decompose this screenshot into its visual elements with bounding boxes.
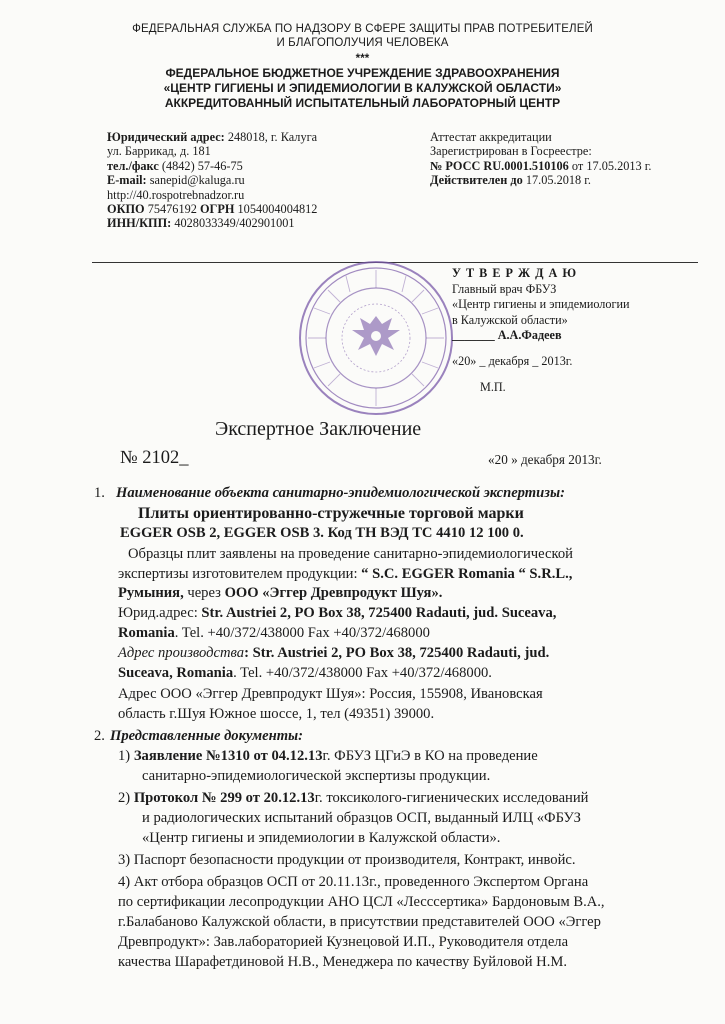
doc4-line2: по сертификации лесопродукции АНО ЦСЛ «Лесссертика» Бардоновым В.А., [118,894,605,910]
doc4-line4: Древпродукт»: Зав.лабораторией Кузнецовой И.П., Руководителя отдела [118,934,569,950]
legal-address-country: Romania [118,625,175,641]
section1-number: 1. [94,485,105,501]
address-value: 248018, г. Калуга [227,130,318,144]
inn-label: ИНН/КПП: [107,216,172,231]
approval-mp: М.П. [480,380,506,394]
approval-line1: Главный врач ФБУЗ [452,282,557,296]
header-institution-line1: ФЕДЕРАЛЬНОЕ БЮДЖЕТНОЕ УЧРЕЖДЕНИЕ ЗДРАВООХРАНЕНИЯ [165,66,560,80]
para1-line4 [118,605,556,622]
accreditation-title: Аттестат аккредитации [430,130,552,144]
production-address-label: Адрес производства [118,645,245,661]
phone-label: тел./факс [107,158,159,173]
accreditation-registered: Зарегистрирован в Госреестре: [430,144,592,159]
accreditation-date: от 17.05.2013 г. [571,158,652,173]
para1-line8: Адрес ООО «Эггер Древпродукт Шуя»: Россия, 155908, Ивановская [118,686,543,702]
section1-title: Наименование объекта санитарно-эпидемиологической экспертизы: [116,485,565,501]
para1-line9: область г.Шуя Южное шоссе, 1, тел (49351) 39000. [118,706,435,722]
country-name: Румыния, [118,585,184,601]
para1-line7 [118,665,492,682]
eagle-emblem-icon [352,316,400,356]
doc1-title: Заявление №1310 от 04.12.13 [133,748,323,764]
approval-title: У Т В Е Р Ж Д А Ю [452,266,578,280]
doc2-number: 2) [118,790,131,806]
header-institution-line3: АККРЕДИТОВАННЫЙ ИСПЫТАТЕЛЬНЫЙ ЛАБОРАТОРНЫЙ ЦЕНТР [164,96,561,110]
phone-value: (4842) 57-46-75 [161,158,243,173]
para1-via: через [183,585,225,601]
para1-line2-text: экспертизы изготовителем продукции: [118,566,358,582]
approval-line3: в Калужской области» [452,313,568,327]
document-title: Экспертное Заключение [215,418,422,440]
header-institution-line2: «ЦЕНТР ГИГИЕНЫ И ЭПИДЕМИОЛОГИИ В КАЛУЖСКОЙ ОБЛАСТИ» [163,81,562,95]
email-value: sanepid@kaluga.ru [149,173,245,188]
legal-address-value: Str. Austriei 2, PO Box 38, 725400 Radauti, jud. Suceava, [197,605,557,621]
doc4-line3: г.Балабаново Калужской области, в присутствии представителей ООО «Эггер [118,914,601,930]
valid-label: Действителен до [430,173,523,188]
product-line1: Плиты ориентированно-стружечные торговой марки [138,505,524,522]
doc2-rest: г. токсиколого-гигиенических исследований [314,790,589,806]
doc2-line3: «Центр гигиены и эпидемиологии в Калужской области». [142,830,501,846]
approval-date: «20» _ декабря _ 2013г. [452,354,573,368]
doc2-line1 [118,790,588,807]
okpo-label: ОКПО [107,202,145,217]
header-ministry-line1: ФЕДЕРАЛЬНАЯ СЛУЖБА ПО НАДЗОРУ В СФЕРЕ ЗАЩИТЫ ПРАВ ПОТРЕБИТЕЛЕЙ [132,23,593,35]
accreditation-block [430,130,651,188]
document-date: «20 » декабря 2013г. [488,452,602,467]
valid-value: 17.05.2018 г. [525,173,591,188]
production-address-country: Suceava, Romania [118,665,234,681]
round-seal-stamp [296,258,456,418]
contacts-block [107,130,317,231]
document-number: № 2102_ [120,448,189,468]
product-line2: EGGER OSB 2, EGGER OSB 3. Код ТН ВЭД ТС 4410 12 100 0. [120,525,524,541]
doc1-line2: санитарно-эпидемиологической экспертизы продукции. [142,768,491,784]
ogrn-label: ОГРН [199,202,235,217]
section2-number: 2. [94,728,105,744]
legal-address-label: Юрид.адрес: [118,605,198,621]
doc1-number: 1) [118,748,131,764]
header-stars: *** [355,53,370,65]
ogrn-value: 1054004004812 [237,202,318,217]
doc4-line1: 4) Акт отбора образцов ОСП от 20.11.13г., проведенного Экспертом Органа [118,874,589,890]
doc3-line: 3) Паспорт безопасности продукции от производителя, Контракт, инвойс. [118,852,576,868]
approval-signature: _______ А.А.Фадеев [452,328,562,342]
website: http://40.rospotrebnadzor.ru [107,187,245,202]
inn-value: 4028033349/402901001 [174,216,295,231]
section2-title: Представленные документы: [110,728,304,744]
legal-address-phones: . Tel. +40/372/438000 Fax +40/372/468000 [174,625,430,641]
address-label: Юридический адрес: [107,130,225,144]
para1-line1: Образцы плит заявлены на проведение санитарно-эпидемиологической [128,546,573,562]
manufacturer-name: “ S.C. EGGER Romania “ S.R.L., [357,566,573,582]
street: ул. Баррикад, д. 181 [107,144,211,159]
doc2-line2: и радиологических испытаний образцов ОСП, выданный ИЛЦ «ФБУЗ [142,810,581,826]
doc4-line5: качества Шарафетдиновой Н.В., Менеджера по качеству Буйловой Н.М. [118,954,567,970]
production-address-phones: . Tel. +40/372/438000 Fax +40/372/468000. [233,665,492,681]
header-ministry-line2: И БЛАГОПОЛУЧИЯ ЧЕЛОВЕКА [276,37,449,49]
para1-line2 [118,566,572,583]
para1-line6 [118,645,549,662]
okpo-value: 75476192 [147,202,197,217]
para1-line5 [118,625,430,642]
doc1-line1 [118,748,538,765]
doc1-rest: г. ФБУЗ ЦГиЭ в КО на проведение [322,748,538,764]
importer-name: ООО «Эггер Древпродукт Шуя». [224,585,443,601]
doc2-title: Протокол № 299 от 20.12.13 [133,790,315,806]
accreditation-number: № РОСС RU.0001.510106 [430,158,569,173]
email-label: E-mail: [107,173,147,188]
approval-line2: «Центр гигиены и эпидемиологии [452,297,630,311]
para1-line3 [118,585,442,602]
production-address-value: : Str. Austriei 2, PO Box 38, 725400 Radauti, jud. [244,645,550,661]
